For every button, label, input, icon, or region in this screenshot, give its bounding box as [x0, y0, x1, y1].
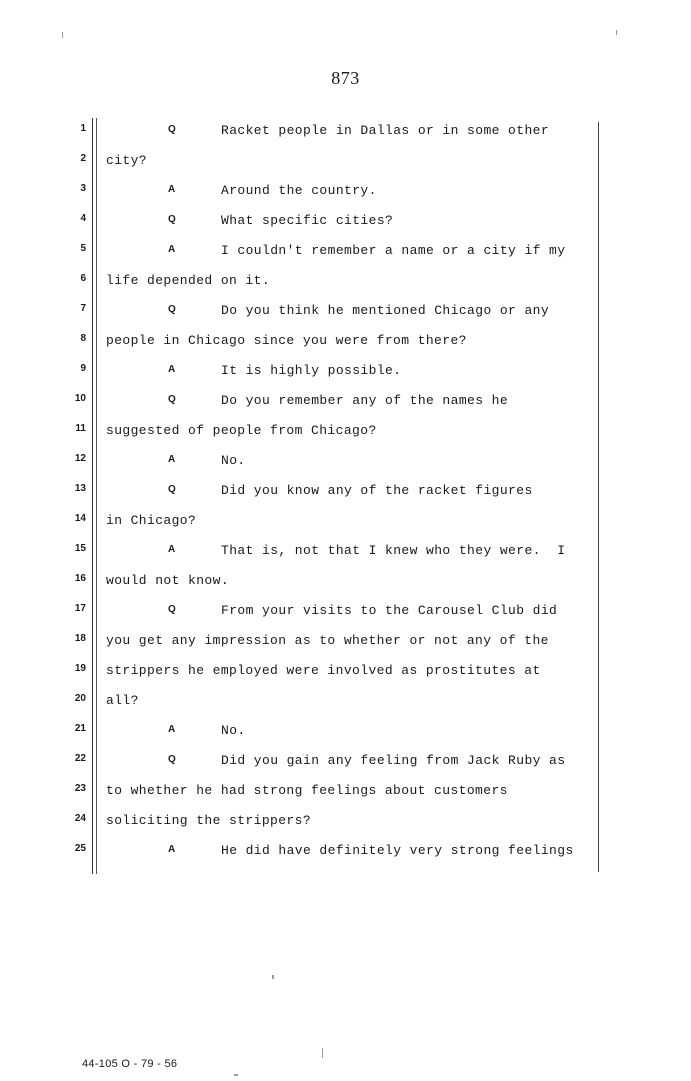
line-number: 15	[74, 543, 86, 554]
line-text: From your visits to the Carousel Club did	[221, 603, 558, 618]
transcript-line	[0, 837, 691, 867]
line-text: Did you know any of the racket figures	[221, 483, 533, 498]
transcript-line	[0, 627, 691, 657]
line-number: 7	[80, 303, 86, 314]
transcript-line	[0, 477, 691, 507]
line-text: life depended on it.	[106, 273, 271, 288]
line-text: No.	[221, 453, 246, 468]
speaker-marker: Q	[168, 214, 176, 225]
transcript-line	[0, 267, 691, 297]
line-number: 17	[74, 603, 86, 614]
transcript-line	[0, 567, 691, 597]
transcript-lines	[0, 117, 691, 867]
line-number: 10	[74, 393, 86, 404]
transcript-line	[0, 387, 691, 417]
line-number: 16	[74, 573, 86, 584]
transcript-line	[0, 447, 691, 477]
line-number: 5	[80, 243, 86, 254]
line-text: suggested of people from Chicago?	[106, 423, 377, 438]
speaker-marker: Q	[168, 484, 176, 495]
page-number: 873	[331, 68, 360, 88]
line-number: 8	[80, 333, 86, 344]
line-text: strippers he employed were involved as prostitutes at	[106, 663, 541, 678]
scan-speck	[272, 975, 274, 979]
line-text: you get any impression as to whether or not any of the	[106, 633, 549, 648]
line-number: 12	[74, 453, 86, 464]
transcript-line	[0, 237, 691, 267]
transcript-line	[0, 357, 691, 387]
line-number: 22	[74, 753, 86, 764]
transcript-line	[0, 117, 691, 147]
line-text: in Chicago?	[106, 513, 197, 528]
speaker-marker: A	[168, 724, 176, 735]
line-text: I couldn't remember a name or a city if my	[221, 243, 566, 258]
line-text: Around the country.	[221, 183, 377, 198]
line-text: city?	[106, 153, 148, 168]
line-text: people in Chicago since you were from there?	[106, 333, 467, 348]
line-number: 14	[74, 513, 86, 524]
speaker-marker: A	[168, 844, 176, 855]
speaker-marker: A	[168, 244, 176, 255]
transcript-line	[0, 207, 691, 237]
line-number: 21	[74, 723, 86, 734]
speaker-marker: Q	[168, 754, 176, 765]
line-number: 9	[80, 363, 86, 374]
line-text: Racket people in Dallas or in some other	[221, 123, 550, 138]
line-text: all?	[106, 693, 139, 708]
speaker-marker: A	[168, 454, 176, 465]
transcript-line	[0, 507, 691, 537]
line-text: He did have definitely very strong feelings	[221, 843, 574, 858]
transcript-line	[0, 537, 691, 567]
line-number: 23	[74, 783, 86, 794]
transcript-line	[0, 417, 691, 447]
scan-speck	[616, 30, 617, 35]
scan-speck	[62, 32, 63, 38]
transcript-line	[0, 657, 691, 687]
line-text: What specific cities?	[221, 213, 394, 228]
line-text: No.	[221, 723, 246, 738]
transcript-line	[0, 147, 691, 177]
line-text: would not know.	[106, 573, 230, 588]
line-number: 13	[74, 483, 86, 494]
line-number: 6	[80, 273, 86, 284]
line-text: soliciting the strippers?	[106, 813, 312, 828]
speaker-marker: Q	[168, 604, 176, 615]
transcript-line	[0, 777, 691, 807]
line-number: 20	[74, 693, 86, 704]
speaker-marker: A	[168, 364, 176, 375]
transcript-line	[0, 327, 691, 357]
line-text: That is, not that I knew who they were. I	[221, 543, 566, 558]
transcript-line	[0, 747, 691, 777]
line-number: 19	[74, 663, 86, 674]
transcript-line	[0, 297, 691, 327]
line-number: 24	[74, 813, 86, 824]
footer-code: 44-105 O - 79 - 56	[82, 1058, 178, 1070]
line-number: 4	[80, 213, 86, 224]
transcript-line	[0, 177, 691, 207]
line-number: 1	[80, 123, 86, 134]
line-number: 18	[74, 633, 86, 644]
line-number: 25	[74, 843, 86, 854]
speaker-marker: A	[168, 544, 176, 555]
speaker-marker: Q	[168, 304, 176, 315]
line-text: It is highly possible.	[221, 363, 402, 378]
speaker-marker: A	[168, 184, 176, 195]
speaker-marker: Q	[168, 124, 176, 135]
line-number: 3	[80, 183, 86, 194]
scan-speck	[322, 1048, 323, 1058]
line-text: Do you remember any of the names he	[221, 393, 509, 408]
line-number: 2	[80, 153, 86, 164]
line-number: 11	[75, 423, 86, 434]
speaker-marker: Q	[168, 394, 176, 405]
line-text: to whether he had strong feelings about customers	[106, 783, 508, 798]
transcript-line	[0, 807, 691, 837]
transcript-line	[0, 717, 691, 747]
transcript-line	[0, 687, 691, 717]
transcript-line	[0, 597, 691, 627]
scan-speck	[234, 1074, 238, 1076]
line-text: Did you gain any feeling from Jack Ruby as	[221, 753, 566, 768]
line-text: Do you think he mentioned Chicago or any	[221, 303, 550, 318]
